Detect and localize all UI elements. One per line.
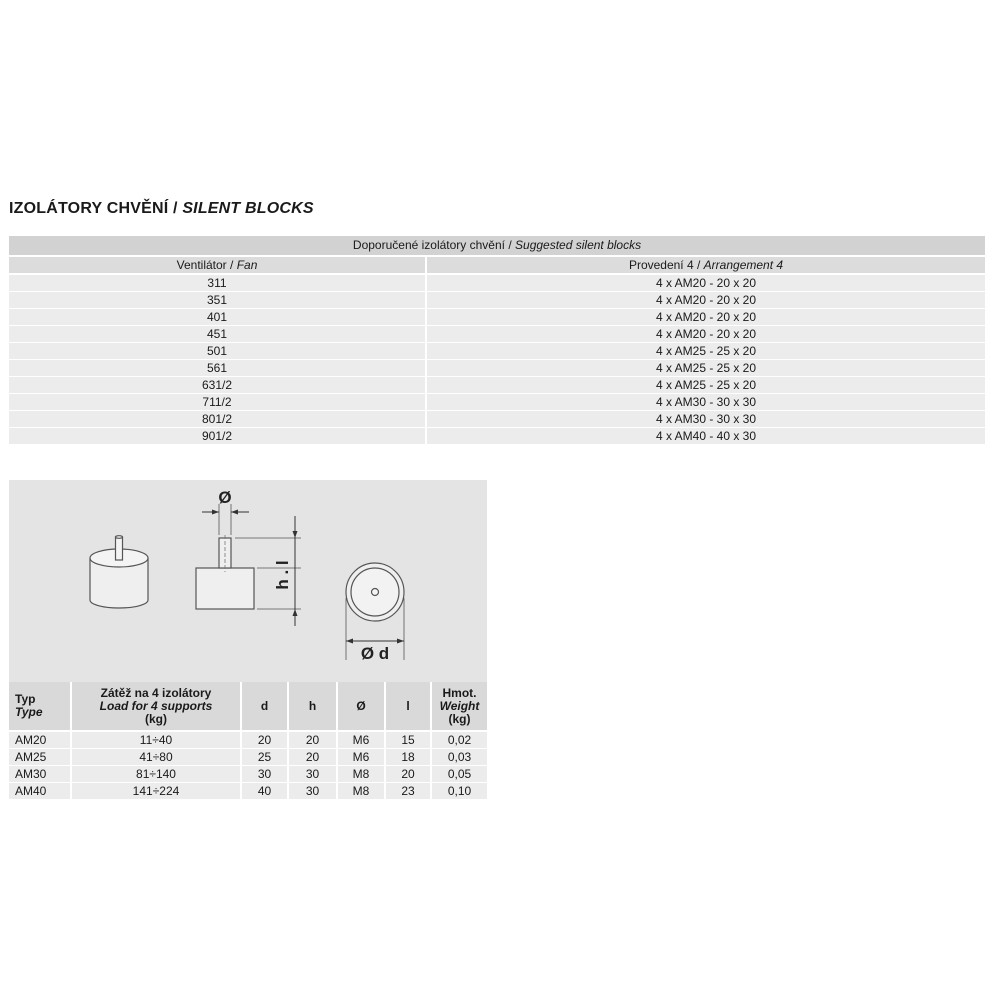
- table-row: [9, 428, 985, 445]
- fan-cell: 451: [9, 326, 426, 343]
- arrangement-cell: 4 x AM30 - 30 x 30: [426, 411, 985, 428]
- fan-cell: 501: [9, 343, 426, 360]
- page-title: [9, 200, 314, 218]
- table-row: [9, 749, 487, 766]
- suggested-table-caption: [9, 236, 985, 256]
- table-row: [9, 377, 985, 394]
- fan-cell: 631/2: [9, 377, 426, 394]
- arrangement-cell: 4 x AM30 - 30 x 30: [426, 394, 985, 411]
- d-cell: 40: [241, 783, 288, 800]
- weight-cell: 0,03: [431, 749, 487, 766]
- l-cell: 20: [385, 766, 431, 783]
- column-header-fan: [9, 256, 426, 274]
- table-row: [9, 411, 985, 428]
- silent-block-drawing-panel: [9, 480, 487, 682]
- load-header-cz: Zátěž na 4 izolátory: [100, 685, 212, 700]
- weight-cell: 0,10: [431, 783, 487, 800]
- title-en: SILENT BLOCKS: [182, 200, 314, 217]
- fan-header-cz: Ventilátor: [176, 258, 227, 272]
- h-cell: 20: [288, 749, 337, 766]
- weight-cell: 0,05: [431, 766, 487, 783]
- l-cell: 18: [385, 749, 431, 766]
- silent-block-drawing: [9, 480, 487, 682]
- load-cell: 81÷140: [71, 766, 241, 783]
- diameter-label: Ø: [218, 488, 232, 507]
- table-row: [9, 292, 985, 309]
- column-header-h: h: [288, 682, 337, 731]
- column-header-arrangement: [426, 256, 985, 274]
- title-cz: IZOLÁTORY CHVĚNÍ: [9, 200, 169, 217]
- load-header-unit: (kg): [145, 711, 167, 726]
- type-cell: AM40: [9, 783, 71, 800]
- arrangement-cell: 4 x AM20 - 20 x 20: [426, 326, 985, 343]
- fan-cell: 311: [9, 274, 426, 292]
- table-row: [9, 731, 487, 749]
- load-cell: 11÷40: [71, 731, 241, 749]
- load-cell: 41÷80: [71, 749, 241, 766]
- diameter-cell: M8: [337, 766, 385, 783]
- d-cell: 30: [241, 766, 288, 783]
- type-cell: AM25: [9, 749, 71, 766]
- arrangement-header-en: Arrangement 4: [703, 258, 784, 272]
- arrangement-header-separator: /: [693, 258, 704, 272]
- l-cell: 23: [385, 783, 431, 800]
- h-cell: 30: [288, 766, 337, 783]
- weight-header-unit: (kg): [448, 711, 471, 726]
- d-cell: 20: [241, 731, 288, 749]
- title-separator: /: [168, 200, 183, 217]
- caption-en: Suggested silent blocks: [515, 238, 642, 252]
- weight-header-cz: Hmot.: [442, 685, 477, 700]
- height-length-label: h . l: [273, 560, 292, 590]
- diameter-d-label: Ø d: [360, 644, 390, 663]
- fan-cell: 801/2: [9, 411, 426, 428]
- fan-header-en: Fan: [236, 258, 258, 272]
- arrangement-cell: 4 x AM25 - 25 x 20: [426, 377, 985, 394]
- fan-cell: 901/2: [9, 428, 426, 445]
- fan-cell: 711/2: [9, 394, 426, 411]
- silent-block-3d-view: [90, 536, 148, 608]
- table-row: [9, 343, 985, 360]
- h-cell: 20: [288, 731, 337, 749]
- fan-cell: 401: [9, 309, 426, 326]
- table-row: [9, 766, 487, 783]
- column-header-diameter: Ø: [337, 682, 385, 731]
- diameter-cell: M6: [337, 749, 385, 766]
- arrangement-cell: 4 x AM25 - 25 x 20: [426, 360, 985, 377]
- column-header-load: [71, 682, 241, 731]
- h-cell: 30: [288, 783, 337, 800]
- column-header-type: [9, 682, 71, 731]
- arrangement-cell: 4 x AM40 - 40 x 30: [426, 428, 985, 445]
- table-row: [9, 360, 985, 377]
- type-cell: AM30: [9, 766, 71, 783]
- silent-block-specs-table: [9, 682, 487, 799]
- fan-cell: 561: [9, 360, 426, 377]
- caption-separator: /: [505, 238, 516, 252]
- weight-cell: 0,02: [431, 731, 487, 749]
- column-header-weight: [431, 682, 487, 731]
- table-row: [9, 326, 985, 343]
- arrangement-cell: 4 x AM20 - 20 x 20: [426, 309, 985, 326]
- l-cell: 15: [385, 731, 431, 749]
- load-header-en: Load for 4 supports: [99, 698, 213, 713]
- load-cell: 141÷224: [71, 783, 241, 800]
- weight-header-en: Weight: [439, 698, 480, 713]
- d-cell: 25: [241, 749, 288, 766]
- fan-cell: 351: [9, 292, 426, 309]
- type-cell: AM20: [9, 731, 71, 749]
- column-header-l: l: [385, 682, 431, 731]
- arrangement-cell: 4 x AM25 - 25 x 20: [426, 343, 985, 360]
- table-row: [9, 309, 985, 326]
- column-header-d: d: [241, 682, 288, 731]
- table-row: [9, 783, 487, 800]
- table-row: [9, 274, 985, 292]
- diameter-cell: M8: [337, 783, 385, 800]
- suggested-silent-blocks-table: [9, 236, 985, 445]
- caption-cz: Doporučené izolátory chvění: [352, 238, 505, 252]
- type-header-en: Type: [15, 705, 43, 719]
- arrangement-cell: 4 x AM20 - 20 x 20: [426, 292, 985, 309]
- arrangement-header-cz: Provedení 4: [628, 258, 694, 272]
- arrangement-cell: 4 x AM20 - 20 x 20: [426, 274, 985, 292]
- table-row: [9, 394, 985, 411]
- type-header-cz: Typ: [15, 692, 36, 706]
- fan-header-separator: /: [226, 258, 237, 272]
- diameter-cell: M6: [337, 731, 385, 749]
